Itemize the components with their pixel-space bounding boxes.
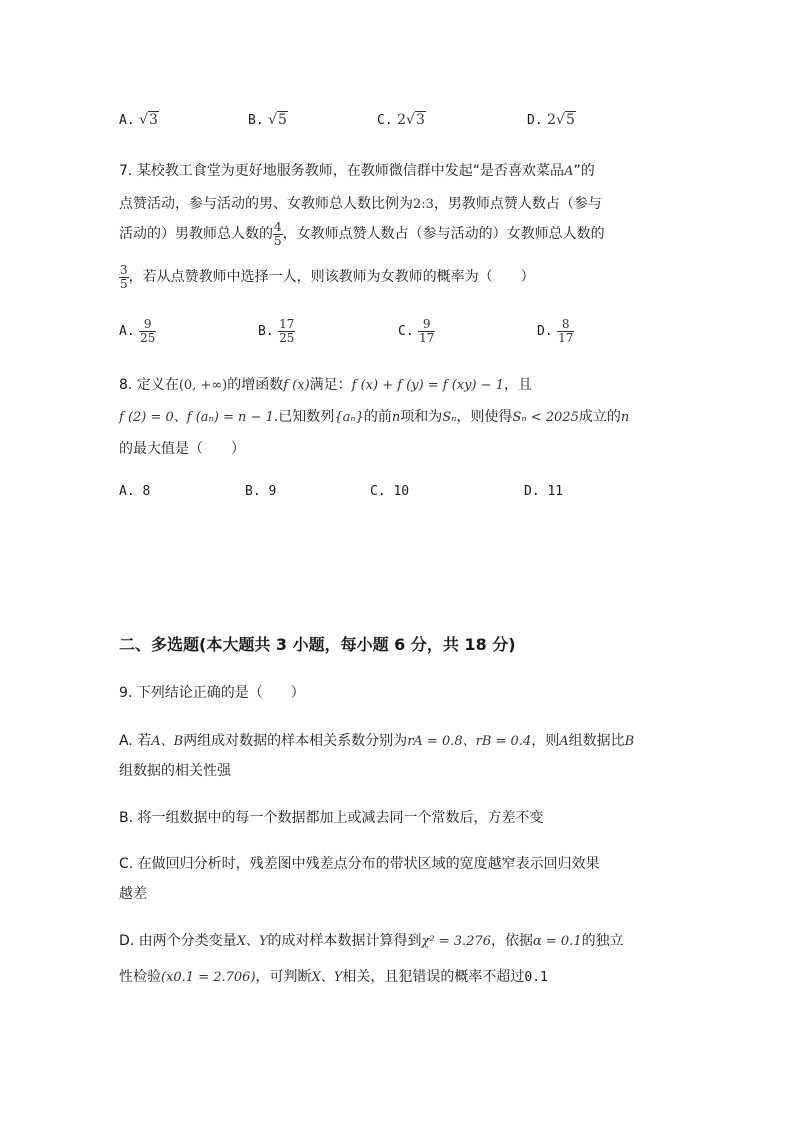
text: 成立的 [578, 409, 621, 425]
coefficient: 2 [547, 112, 557, 128]
option-label: D. [524, 484, 540, 499]
q9-option-a-line-1 [119, 730, 634, 750]
option-value: 11 [547, 484, 564, 499]
fraction [273, 221, 283, 248]
q8-option-d [524, 484, 563, 499]
q8-option-b [245, 484, 276, 499]
q7-line-4 [119, 263, 535, 291]
text: 的前 [363, 409, 392, 425]
q9-option-c-line-1: C. 在做回归分析时，残差图中残差点分布的带状区域的宽度越窄表示回归效果 [119, 856, 600, 872]
text: .已知数列 [273, 409, 335, 425]
option-label: A. [119, 484, 135, 499]
section-heading: 二、多选题(本大题共 3 小题，每小题 6 分，共 18 分) [119, 635, 516, 654]
text: ，男教师点赞人数占（参与 [433, 196, 602, 212]
denominator: 17 [419, 330, 435, 345]
q7-line-1 [119, 160, 595, 180]
q7-option-a [119, 316, 156, 347]
text: ，若从点赞教师中选择一人，则该教师为女教师的概率为（ ） [128, 269, 535, 285]
text: 的独立 [581, 933, 624, 949]
option-label: D. [527, 113, 543, 128]
text: 两组成对数据的样本相关系数分别为 [183, 733, 408, 749]
text: ，依据 [491, 933, 533, 949]
fraction [418, 318, 435, 345]
option-label: C. [377, 113, 393, 128]
math-ratio: 2:3 [413, 197, 434, 212]
q7-option-d [537, 316, 574, 347]
text: 8. 定义在 [119, 377, 179, 393]
text: 的成对样本数据计算得到 [267, 933, 422, 949]
q9-option-b: B. 将一组数据中的每一个数据都加上或减去同一个常数后，方差不变 [119, 810, 544, 826]
fraction [557, 318, 574, 345]
option-label: B. [245, 484, 261, 499]
math-variables: A、B [151, 734, 184, 749]
text: ，则使得 [456, 409, 513, 425]
q8-line-1 [119, 374, 532, 394]
numerator: 17 [279, 316, 295, 331]
math-interval: (0, +∞) [178, 378, 228, 393]
q6-option-a [119, 112, 159, 128]
text: 的最大值是（ ） [119, 441, 245, 457]
numerator: 8 [557, 318, 574, 332]
q8-option-a [119, 484, 150, 499]
math-expression: rA = 0.8、rB = 0.4 [407, 734, 532, 749]
q9-stem: 9. 下列结论正确的是（ ） [119, 685, 305, 701]
numerator: 4 [274, 219, 282, 234]
text: 点赞活动，参与活动的男、女教师总人数比例为 [119, 196, 413, 212]
text: ，则 [531, 733, 560, 749]
text: ，且 [504, 377, 532, 393]
text: 活动的）男教师总人数的 [119, 226, 273, 242]
radicand: 3 [415, 112, 425, 128]
option-value: 9 [268, 484, 277, 499]
option-label: C. [398, 324, 414, 339]
option-label: D. [537, 324, 553, 339]
fraction [139, 318, 156, 345]
math-condition: f (2) = 0、f (aₙ) = n − 1 [119, 410, 274, 425]
q9-option-d-line-2 [119, 966, 548, 986]
sqrt-expression: 2√5 [547, 112, 575, 128]
math-expression: α = 0.1 [533, 934, 582, 949]
math-variable: B [624, 734, 635, 749]
math-function: f (x) [283, 378, 310, 393]
fraction [119, 264, 129, 291]
q9-option-c-line-2: 越差 [119, 886, 147, 902]
denominator: 25 [140, 330, 156, 345]
math-variables: X、Y [311, 970, 343, 985]
math-sequence: {aₙ} [334, 410, 364, 425]
text: ，可判断 [255, 969, 312, 985]
numerator: 9 [418, 318, 435, 332]
option-value: 8 [142, 484, 151, 499]
math-expression: (x0.1 = 2.706) [161, 970, 256, 985]
q7-option-b [258, 316, 295, 347]
text: ”的 [573, 163, 595, 179]
text: D. 由两个分类变量 [119, 933, 237, 949]
denominator: 5 [274, 233, 282, 248]
numerator: 9 [139, 318, 156, 332]
q8-option-c [370, 484, 409, 499]
math-expression: χ² = 3.276 [421, 934, 491, 949]
denominator: 17 [558, 330, 574, 345]
q8-line-3 [119, 438, 245, 458]
radicand: 5 [565, 112, 575, 128]
text: 组数据比 [568, 733, 625, 749]
math-equation: f (x) + f (y) = f (xy) − 1 [351, 378, 504, 393]
option-value: 10 [393, 484, 410, 499]
text: 相关，且犯错误的概率不超过 [342, 969, 525, 985]
sqrt-expression: √5 [268, 112, 287, 128]
sqrt-expression: √3 [139, 112, 158, 128]
math-variable: A [559, 734, 569, 749]
q7-line-2 [119, 193, 602, 213]
text: 的增函数 [227, 377, 284, 393]
q9-option-a-line-2: 组数据的相关性强 [119, 763, 231, 779]
coefficient: 2 [397, 112, 407, 128]
option-label: C. [370, 484, 386, 499]
option-label: B. [258, 324, 274, 339]
q6-option-d [527, 112, 576, 128]
math-number: 0.1 [524, 970, 548, 985]
denominator: 5 [120, 276, 128, 291]
q7-line-3 [119, 220, 605, 248]
text: 性检验 [119, 969, 161, 985]
q8-line-2 [119, 406, 629, 426]
math-inequality: Sₙ < 2025 [512, 410, 579, 425]
text: 7. 某校教工食堂为更好地服务教师，在教师微信群中发起“是否喜欢菜品 [119, 163, 565, 179]
math-variable: Sₙ [442, 410, 457, 425]
denominator: 25 [279, 330, 295, 345]
text: A. 若 [119, 733, 152, 749]
text: 满足： [309, 377, 352, 393]
numerator: 3 [120, 262, 128, 277]
math-variable: n [391, 410, 401, 425]
radicand: 5 [278, 112, 287, 128]
q6-option-c [377, 112, 426, 128]
sqrt-expression: 2√3 [397, 112, 425, 128]
math-variable: n [620, 410, 630, 425]
text: ，女教师点赞人数占（参与活动的）女教师总人数的 [282, 226, 605, 242]
fraction [278, 318, 295, 345]
math-variable: A [564, 164, 574, 179]
option-label: A. [119, 113, 135, 128]
q6-option-b [248, 112, 288, 128]
q7-option-c [398, 316, 435, 347]
math-variables: X、Y [236, 934, 268, 949]
option-label: B. [248, 113, 264, 128]
text: 项和为 [400, 409, 443, 425]
radicand: 3 [149, 112, 158, 128]
q9-option-d-line-1 [119, 930, 624, 950]
option-label: A. [119, 324, 135, 339]
